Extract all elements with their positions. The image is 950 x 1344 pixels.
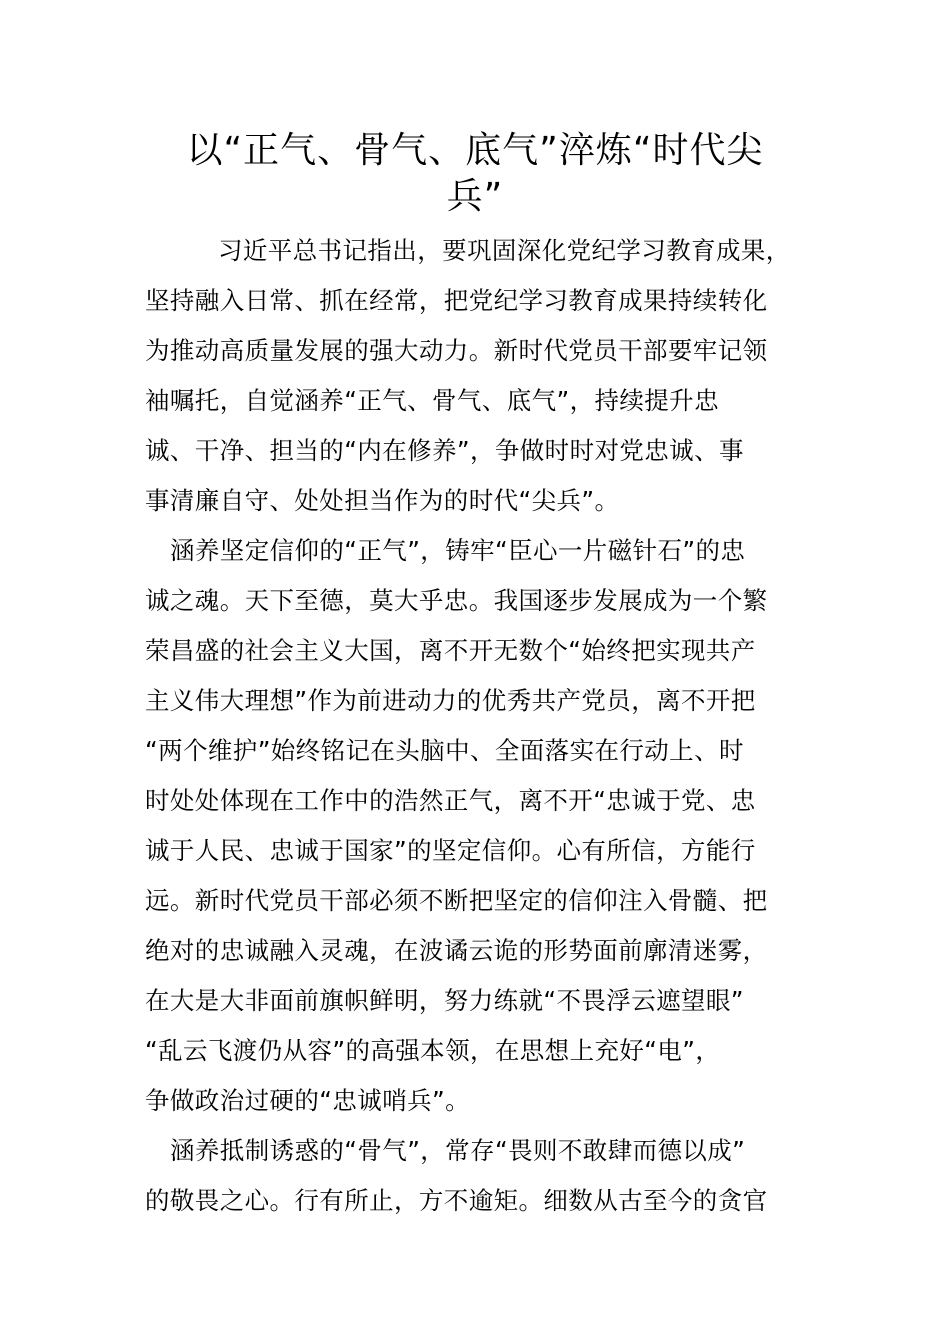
paragraph-1-line-6: 事清廉自守、处处担当作为的时代“尖兵”。 xyxy=(145,486,620,515)
paragraph-2-line-1: 涵养坚定信仰的“正气”，铸牢“臣心一片磁针石”的忠 xyxy=(170,536,746,565)
paragraph-2-line-7: 诚于人民、忠诚于国家”的坚定信仰。心有所信，方能行 xyxy=(145,836,756,865)
paragraph-3-line-2: 的敬畏之心。行有所止，方不逾矩。细数从古至今的贪官 xyxy=(145,1186,768,1215)
paragraph-2-line-10: 在大是大非面前旗帜鲜明，努力练就“不畏浮云遮望眼” xyxy=(145,986,744,1015)
paragraph-2-line-3: 荣昌盛的社会主义大国，离不开无数个“始终把实现共产 xyxy=(145,636,756,665)
paragraph-2-line-6: 时处处体现在工作中的浩然正气，离不开“忠诚于党、忠 xyxy=(145,786,756,815)
paragraph-2-line-11: “乱云飞渡仍从容”的高强本领，在思想上充好“电”， xyxy=(145,1036,721,1065)
title-line-1: 以“正气、骨气、底气”淬炼“时代尖 xyxy=(186,130,764,171)
paragraph-2-line-9: 绝对的忠诚融入灵魂，在波谲云诡的形势面前廓清迷雾， xyxy=(145,936,768,965)
title-line-2: 兵” xyxy=(446,176,504,217)
paragraph-2-line-2: 诚之魂。天下至德，莫大乎忠。我国逐步发展成为一个繁 xyxy=(145,586,768,615)
paragraph-1-line-4: 袖嘱托，自觉涵养“正气、骨气、底气”，持续提升忠 xyxy=(145,386,719,415)
paragraph-1-line-2: 坚持融入日常、抓在经常，把党纪学习教育成果持续转化 xyxy=(145,286,768,315)
paragraph-1-line-5: 诚、干净、担当的“内在修养”，争做时时对党忠诚、事 xyxy=(145,436,744,465)
paragraph-1-line-1: 习近平总书记指出，要巩固深化党纪学习教育成果， xyxy=(218,236,791,265)
paragraph-2-line-8: 远。新时代党员干部必须不断把坚定的信仰注入骨髓、把 xyxy=(145,886,768,915)
paragraph-2-line-12: 争做政治过硬的“忠诚哨兵”。 xyxy=(145,1086,470,1115)
paragraph-1-line-3: 为推动高质量发展的强大动力。新时代党员干部要牢记领 xyxy=(145,336,768,365)
paragraph-2-line-4: 主义伟大理想”作为前进动力的优秀共产党员，离不开把 xyxy=(145,686,756,715)
paragraph-2-line-5: “两个维护”始终铭记在头脑中、全面落实在行动上、时 xyxy=(145,736,744,765)
paragraph-3-line-1: 涵养抵制诱惑的“骨气”，常存“畏则不敢肆而德以成” xyxy=(170,1136,746,1165)
